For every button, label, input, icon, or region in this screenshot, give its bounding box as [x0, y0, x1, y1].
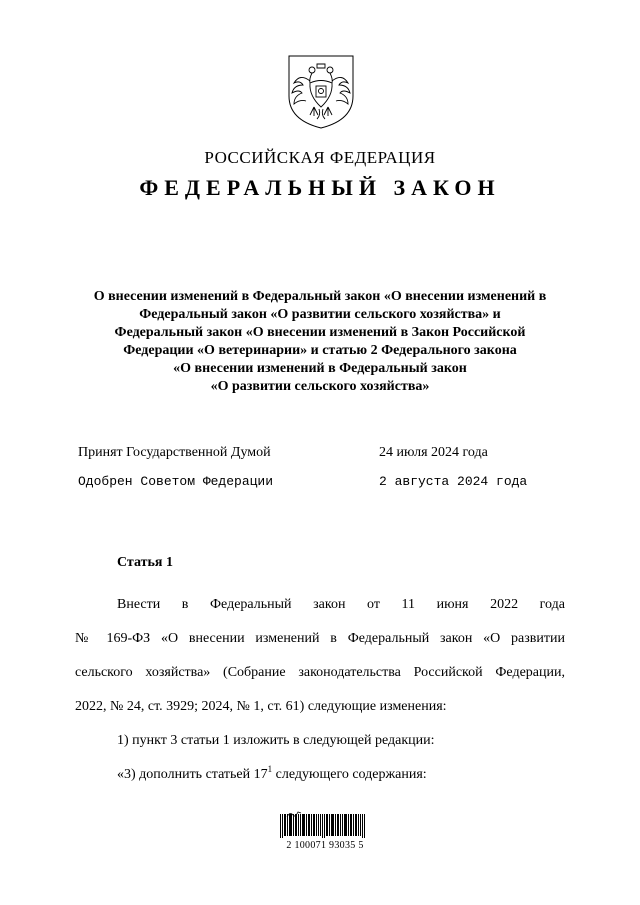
- duma-adoption-label: Принят Государственной Думой: [78, 445, 271, 460]
- article-paragraph-line: 2022, № 24, ст. 3929; 2024, № 1, ст. 61) следующие изменения:: [75, 699, 447, 714]
- law-title-line: «О развитии сельского хозяйства»: [210, 379, 430, 394]
- item-text: следующего содержания:: [272, 767, 427, 782]
- law-title-line: Федеральный закон «О развитии сельского хозяйства» и: [139, 307, 501, 322]
- article-item-3: [75, 758, 565, 792]
- law-title: [70, 288, 570, 396]
- council-approval-date: 2 августа 2024 года: [379, 474, 528, 489]
- country-name: РОССИЙСКАЯ ФЕДЕРАЦИЯ: [204, 148, 436, 167]
- duma-adoption-date: 24 июля 2024 года: [379, 445, 488, 460]
- barcode: [280, 804, 370, 843]
- barcode-number: 2 100071 93035 5: [286, 840, 364, 851]
- council-approval-label: Одобрен Советом Федерации: [78, 474, 274, 489]
- article-heading: Статья 1: [117, 555, 173, 570]
- law-title-line: О внесении изменений в Федеральный закон «О внесении изменений в: [93, 289, 547, 304]
- law-title-line: Федеральный закон «О внесении изменений в Закон Российской: [114, 325, 526, 340]
- article-item-1: 1) пункт 3 статьи 1 изложить в следующей редакции:: [117, 733, 435, 748]
- article-paragraph-line: Внести в Федеральный закон от 11 июня 2022 года: [117, 597, 565, 612]
- article-body: [75, 588, 565, 792]
- document-type: ФЕДЕРАЛЬНЫЙ ЗАКОН: [139, 175, 501, 200]
- state-emblem: [286, 54, 356, 130]
- item-text: «3) дополнить статьей 17: [117, 767, 268, 782]
- superscript: 1: [267, 764, 273, 774]
- article-paragraph-line: № 169-ФЗ «О внесении изменений в Федеральный закон «О развитии: [75, 631, 565, 646]
- law-title-line: «О внесении изменений в Федеральный закон: [173, 361, 467, 376]
- law-title-line: Федерации «О ветеринарии» и статью 2 Федерального закона: [123, 343, 517, 358]
- article-paragraph-line: сельского хозяйства» (Собрание законодательства Российской Федерации,: [75, 665, 565, 680]
